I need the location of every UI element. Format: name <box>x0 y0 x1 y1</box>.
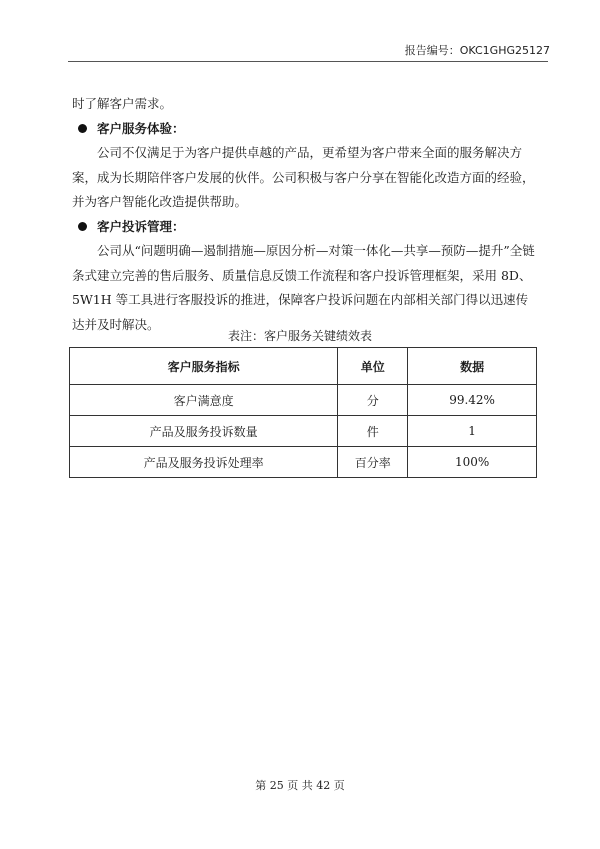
table-row <box>70 416 537 447</box>
table-cell: 产品及服务投诉数量 <box>70 416 338 447</box>
section-title: 客户投诉管理： <box>97 218 185 234</box>
table-row <box>70 385 537 416</box>
section-title: 客户服务体验： <box>97 120 185 136</box>
section-heading-service-experience <box>72 117 537 142</box>
report-number: 报告编号：OKC1GHG25127 <box>404 44 550 57</box>
table-cell: 百分率 <box>338 447 408 478</box>
header-cell-data: 数据 <box>408 348 537 385</box>
bullet-icon <box>78 124 87 133</box>
page-number: 第 25 页 共 42 页 <box>255 779 345 792</box>
table-cell: 产品及服务投诉处理率 <box>70 447 338 478</box>
header-divider <box>68 61 548 62</box>
table-cell: 分 <box>338 385 408 416</box>
table-caption: 表注：客户服务关键绩效表 <box>227 329 372 343</box>
table-cell: 客户满意度 <box>70 385 338 416</box>
kpi-table <box>69 347 537 478</box>
section-paragraph: 公司不仅满足于为客户提供卓越的产品，更希望为客户带来全面的服务解决方案，成为长期陪伴客户发展的伙伴。公司积极与客户分享在智能化改造方面的经验，并为客户智能化改造提供帮助。 <box>72 145 535 209</box>
intro-tail-text: 时了解客户需求。 <box>72 96 173 111</box>
header-cell-unit: 单位 <box>338 348 408 385</box>
section-paragraph: 公司从“问题明确—遏制措施—原因分析—对策一体化—共享—预防—提升”全链条式建立完善的售后服务、质量信息反馈工作流程和客户投诉管理框架，采用 8D、5W1H 等工具进行客服投诉的推进，保障客户投诉问题在内部相关部门得以迅速传达并及时解决。 <box>72 243 535 332</box>
table-header-row <box>70 348 537 385</box>
table-cell: 件 <box>338 416 408 447</box>
bullet-icon <box>78 222 87 231</box>
body-content <box>72 92 537 337</box>
table-cell: 100% <box>408 447 537 478</box>
section-heading-complaint-management <box>72 215 537 240</box>
table-cell: 99.42% <box>408 385 537 416</box>
header-cell-indicator: 客户服务指标 <box>70 348 338 385</box>
table-cell: 1 <box>408 416 537 447</box>
table-row <box>70 447 537 478</box>
